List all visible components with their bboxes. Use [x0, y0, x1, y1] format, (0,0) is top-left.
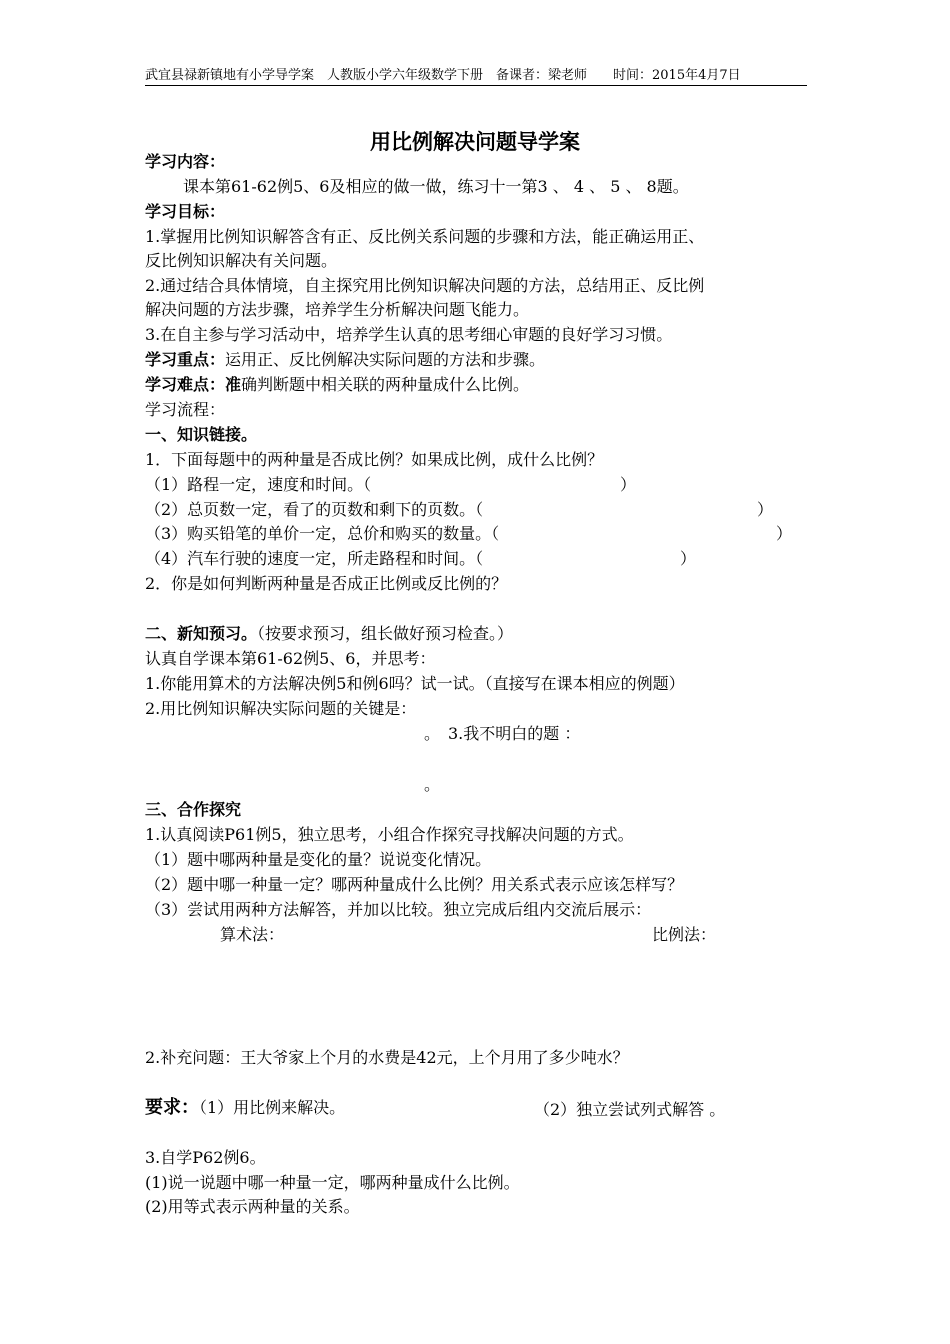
objectives-label: 学习目标：: [145, 202, 226, 221]
page-header: 武宜县禄新镇地有小学导学案 人教版小学六年级数学下册 备课者：梁老师 时间：2015年4月7日: [145, 64, 807, 86]
difficulty-label: 学习难点：准: [145, 375, 242, 394]
question-1-2-close: ）: [757, 500, 774, 519]
study-content-label: 学习内容：: [145, 152, 226, 171]
supplementary-question: 2.补充问题：王大爷家上个月的水费是42元，上个月用了多少吨水？: [145, 1048, 629, 1067]
objective-1-line-a: 1.掌握用比例知识解答含有正、反比例关系问题的步骤和方法，能正确运用正、: [145, 227, 705, 246]
coop-question-1: 1.认真阅读P61例5，独立思考，小组合作探究寻找解决问题的方式。: [145, 825, 634, 844]
requirement-1: （1）用比例来解决。: [199, 1098, 346, 1117]
flow-label: 学习流程：: [145, 400, 226, 419]
section-2-heading: 二、新知预习。: [145, 624, 258, 643]
coop-question-1-3: （3）尝试用两种方法解答，并加以比较。独立完成后组内交流后展示：: [145, 900, 652, 919]
question-1-1-close: ）: [620, 475, 637, 494]
question-2: 2．你是如何判断两种量是否成正比例或反比例的？: [145, 574, 508, 593]
page-title: 用比例解决问题导学案: [370, 130, 580, 154]
section-3-heading: 三、合作探究: [145, 800, 242, 819]
question-1-4-close: ）: [680, 549, 697, 568]
difficulty-text: 确判断题中相关联的两种量成什么比例。: [241, 375, 530, 394]
study-content-text: 课本第61-62例5、6及相应的做一做，练习十一第3 、 4 、 5 、 8题。: [183, 177, 689, 196]
self-study-3-1: (1)说一说题中哪一种量一定，哪两种量成什么比例。: [145, 1173, 520, 1192]
coop-question-1-2: （2）题中哪一种量一定？哪两种量成什么比例？用关系式表示应该怎样写？: [145, 875, 684, 894]
section-1-heading: 一、知识链接。: [145, 425, 258, 444]
requirement-2: （2）独立尝试列式解答 。: [534, 1100, 726, 1119]
coop-question-1-1: （1）题中哪两种量是变化的量？说说变化情况。: [145, 850, 492, 869]
question-1-3-close: ）: [776, 524, 793, 543]
key-point-label: 学习重点：: [145, 350, 226, 369]
self-study-3-2: (2)用等式表示两种量的关系。: [145, 1197, 360, 1216]
question-1-1: （1）路程一定，速度和时间。（: [145, 475, 372, 494]
preview-intro: 认真自学课本第61-62例5、6，并思考：: [145, 649, 436, 668]
question-1-4: （4）汽车行驶的速度一定，所走路程和时间。（: [145, 549, 484, 568]
objective-1-line-b: 反比例知识解决有关问题。: [145, 251, 338, 270]
difficulty-line: [145, 375, 529, 395]
key-point-text: 运用正、反比例解决实际问题的方法和步骤。: [225, 350, 546, 369]
preview-end-period: 。: [424, 775, 441, 794]
objective-2-line-a: 2.通过结合具体情境，自主探究用比例知识解决问题的方法，总结用正、反比例: [145, 276, 705, 295]
requirement-line: [145, 1098, 345, 1118]
preview-2: 2.用比例知识解决实际问题的关键是：: [145, 699, 417, 718]
arithmetic-method-label: 算术法：: [220, 925, 285, 944]
objective-2-line-b: 解决问题的方法步骤，培养学生分析解决问题飞能力。: [145, 300, 530, 319]
section-2-line: [145, 624, 513, 644]
objective-3: 3.在自主参与学习活动中，培养学生认真的思考细心审题的良好学习习惯。: [145, 325, 673, 344]
self-study-3: 3.自学P62例6。: [145, 1148, 266, 1167]
requirement-label: 要求：: [145, 1097, 199, 1118]
question-1-2: （2）总页数一定，看了的页数和剩下的页数。（: [145, 500, 484, 519]
section-2-note: （按要求预习，组长做好预习检查。）: [257, 624, 514, 643]
question-1: 1．下面每题中的两种量是否成比例？如果成比例，成什么比例？: [145, 450, 604, 469]
ratio-method-label: 比例法：: [652, 925, 717, 944]
question-1-3: （3）购买铅笔的单价一定，总价和购买的数量。（: [145, 524, 500, 543]
preview-1: 1.你能用算术的方法解决例5和例6吗？试一试。（直接写在课本相应的例题）: [145, 674, 685, 693]
key-point-line: [145, 350, 545, 370]
preview-3: 。 3.我不明白的题 ：: [424, 724, 581, 743]
